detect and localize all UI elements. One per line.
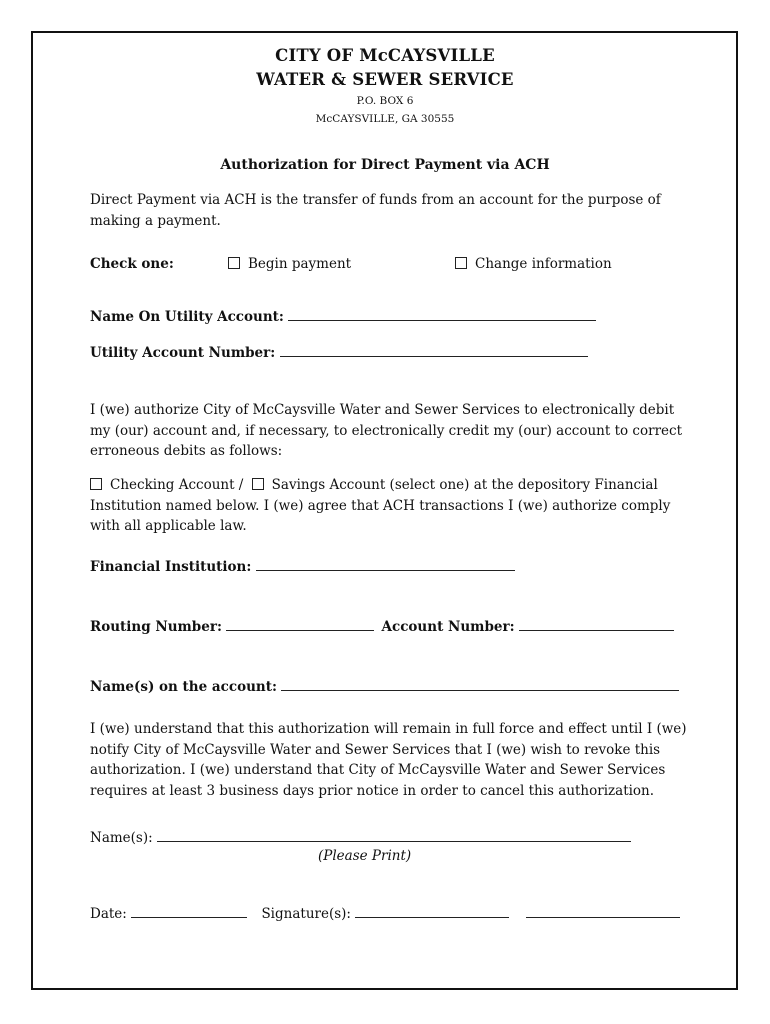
checking-label: Checking Account /: [110, 477, 244, 493]
check-one-label: Check one:: [90, 256, 174, 272]
name-on-account-label: Name On Utility Account:: [90, 309, 284, 325]
begin-payment-label: Begin payment: [248, 256, 352, 272]
begin-payment-checkbox[interactable]: [228, 257, 240, 269]
date-signature-row: [90, 904, 680, 925]
header-po-box: P.O. BOX 6: [356, 95, 414, 107]
account-number-row: [90, 343, 588, 364]
intro-text: Direct Payment via ACH is the transfer of funds from an account for the purpose of making a payment.: [90, 192, 661, 229]
signatures-label: Signature(s):: [261, 906, 351, 922]
name-on-account-row: [90, 307, 596, 328]
understand-text: I (we) understand that this authorization will remain in full force and effect until I (we) notify City of McCaysville Water and Sewer Services that I (we) wish to revoke this authorization. I (we) understand that City of McCaysville Water and Sewer Services requires at least 3 business days prior notice in order to cancel this authorization.: [90, 721, 687, 799]
routing-account-row: [90, 617, 674, 638]
financial-institution-field[interactable]: [256, 558, 515, 571]
signature-field-2[interactable]: [526, 905, 680, 918]
please-print-note: (Please Print): [318, 848, 412, 864]
begin-payment-option[interactable]: [228, 254, 351, 275]
account-number-label: Utility Account Number:: [90, 345, 276, 361]
change-information-label: Change information: [475, 256, 612, 272]
header-service: WATER & SEWER SERVICE: [256, 70, 514, 89]
checking-checkbox[interactable]: [90, 478, 102, 490]
routing-number-field[interactable]: [226, 618, 374, 631]
financial-institution-row: [90, 557, 515, 578]
bank-account-number-label: Account Number:: [381, 619, 515, 635]
account-type-text: [90, 475, 690, 537]
change-information-checkbox[interactable]: [455, 257, 467, 269]
signature-field-1[interactable]: [355, 905, 509, 918]
savings-checkbox[interactable]: [252, 478, 264, 490]
names-on-account-field[interactable]: [281, 678, 679, 691]
authorize-text: I (we) authorize City of McCaysville Water and Sewer Services to electronically debit my (our) account and, if necessary, to electronically credit my (our) account to correct erroneous debits as follows:: [90, 402, 683, 459]
routing-number-label: Routing Number:: [90, 619, 222, 635]
date-label: Date:: [90, 906, 127, 922]
bank-account-number-field[interactable]: [519, 618, 674, 631]
names-label: Name(s):: [90, 830, 153, 846]
names-on-account-row: [90, 677, 679, 698]
savings-label: Savings Account (select one) at the depository Financial Institution named below. I (we) agree that ACH transactions I (we) authorize comply with all applicable law.: [90, 477, 671, 534]
change-information-option[interactable]: [455, 254, 612, 275]
names-field[interactable]: [157, 829, 631, 842]
date-field[interactable]: [131, 905, 247, 918]
names-on-account-label: Name(s) on the account:: [90, 679, 277, 695]
header-city: CITY OF McCAYSVILLE: [275, 46, 495, 65]
name-on-account-field[interactable]: [288, 308, 596, 321]
account-number-field[interactable]: [280, 344, 588, 357]
form-title: Authorization for Direct Payment via ACH: [220, 157, 550, 173]
header-address: McCAYSVILLE, GA 30555: [315, 113, 455, 125]
financial-institution-label: Financial Institution:: [90, 559, 252, 575]
